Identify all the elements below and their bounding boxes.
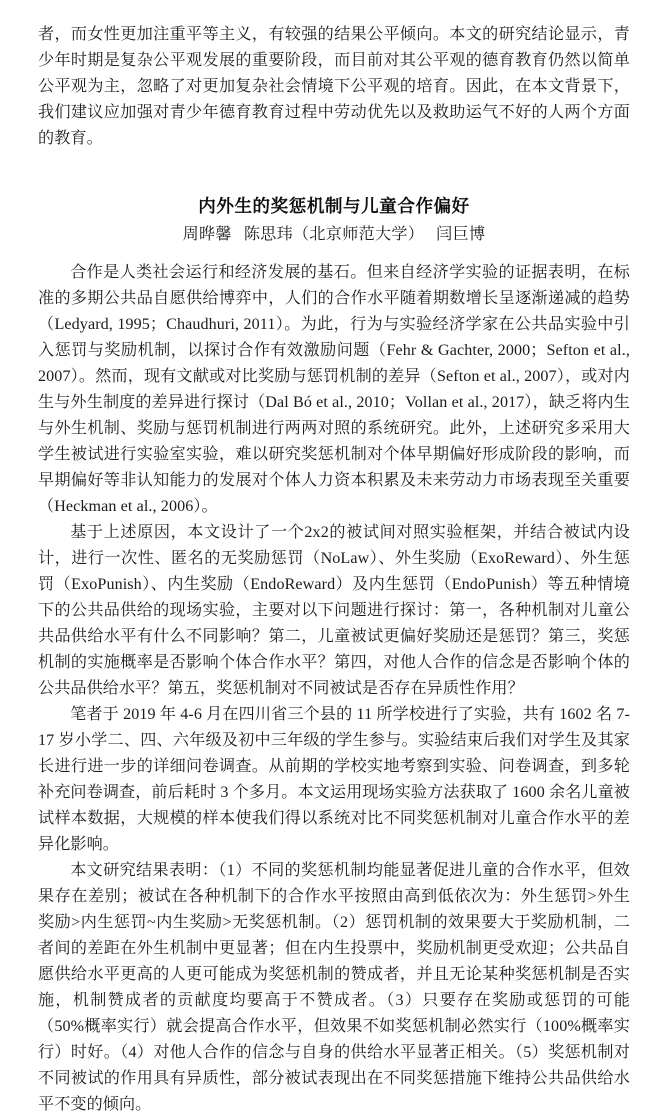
abstract-paragraph-3: 笔者于 2019 年 4-6 月在四川省三个县的 11 所学校进行了实验，共有 1602 名 7-17 岁小学二、四、六年级及初中三年级的学生参与。实验结束后我们对学生及其家长进行进一步的详细问卷调查。从前期的学校实地考察到实验、问卷调查，到多轮补充问卷调查，前后耗时 3 个多月。本文运用现场实验方法获取了 1600 余名儿童被试样本数据，大规模的样本使我们得以系统对比不同奖惩机制对儿童合作水平的差异化影响。: [38, 706, 630, 853]
continued-paragraph: 者，而女性更加注重平等主义，有较强的结果公平倾向。本文的研究结论显示，青少年时期是复杂公平观发展的重要阶段，而目前对其公平观的德育教育仍然以简单公平观为主，忽略了对更加复杂社会情境下公平观的培育。因此，在本文背景下，我们建议应加强对青少年德育教育过程中劳动优先以及救助运气不好的人两个方面的教育。: [38, 26, 630, 147]
article-title-block: [38, 192, 630, 250]
author-third: 闫巨博: [436, 226, 486, 243]
author-first: 周晔馨: [182, 226, 232, 243]
author-second: 陈思玮（北京师范大学）: [243, 226, 425, 243]
abstract-paragraph-2: 基于上述原因，本文设计了一个2x2的被试间对照实验框架，并结合被试内设计，进行一次性、匿名的无奖励惩罚（NoLaw）、外生奖励（ExoReward）、外生惩罚（ExoPunish）、内生奖励（EndoReward）及内生惩罚（EndoPunish）等五种情境下的公共品供给的现场实验，主要对以下问题进行探讨：第一，各种机制对儿童公共品供给水平有什么不同影响？第二，儿童被试更偏好奖励还是惩罚？第三，奖惩机制的实施概率是否影响个体合作水平？第四，对他人合作的信念是否影响个体的公共品供给水平？第五，奖惩机制对不同被试是否存在异质性作用？: [38, 524, 630, 697]
abstract-body: [38, 260, 630, 1118]
article-title: 内外生的奖惩机制与儿童合作偏好: [198, 196, 470, 216]
abstract-paragraph-1: 合作是人类社会运行和经济发展的基石。但来自经济学实验的证据表明，在标准的多期公共品自愿供给博弈中，人们的合作水平随着期数增长呈逐渐递减的趋势（Ledyard, 1995；Chaudhuri, 2011）。为此，行为与实验经济学家在公共品实验中引入惩罚与奖励机制，以探讨合作有效激励问题（Fehr & Gachter, 2000；Sefton et al., 2007）。然而，现有文献或对比奖励与惩罚机制的差异（Sefton et al., 2007），或对内生与外生制度的差异进行探讨（Dal Bó et al., 2010；Vollan et al., 2017），缺乏将内生与外生机制、奖励与惩罚机制进行两两对照的系统研究。此外，上述研究多采用大学生被试进行实验室实验，难以研究奖惩机制对个体早期偏好形成阶段的影响，而早期偏好等非认知能力的发展对个体人力资本积累及未来劳动力市场表现至关重要（Heckman et al., 2006）。: [38, 264, 630, 515]
abstract-paragraph-4: 本文研究结果表明：（1）不同的奖惩机制均能显著促进儿童的合作水平，但效果存在差别；被试在各种机制下的合作水平按照由高到低依次为：外生惩罚>外生奖励>内生惩罚~内生奖励>无奖惩机制。（2）惩罚机制的效果要大于奖励机制，二者间的差距在外生机制中更显著；但在内生投票中，奖励机制更受欢迎；公共品自愿供给水平更高的人更可能成为奖惩机制的赞成者，并且无论某种奖惩机制是否实施，机制赞成者的贡献度均要高于不赞成者。（3）只要存在奖励或惩罚的可能（50%概率实行）就会提高合作水平，但效果不如奖惩机制必然实行（100%概率实行）时好。（4）对他人合作的信念与自身的供给水平显著正相关。（5）奖惩机制对不同被试的作用具有异质性，部分被试表现出在不同奖惩措施下维持公共品供给水平不变的倾向。: [38, 862, 630, 1113]
author-line: [38, 220, 630, 250]
